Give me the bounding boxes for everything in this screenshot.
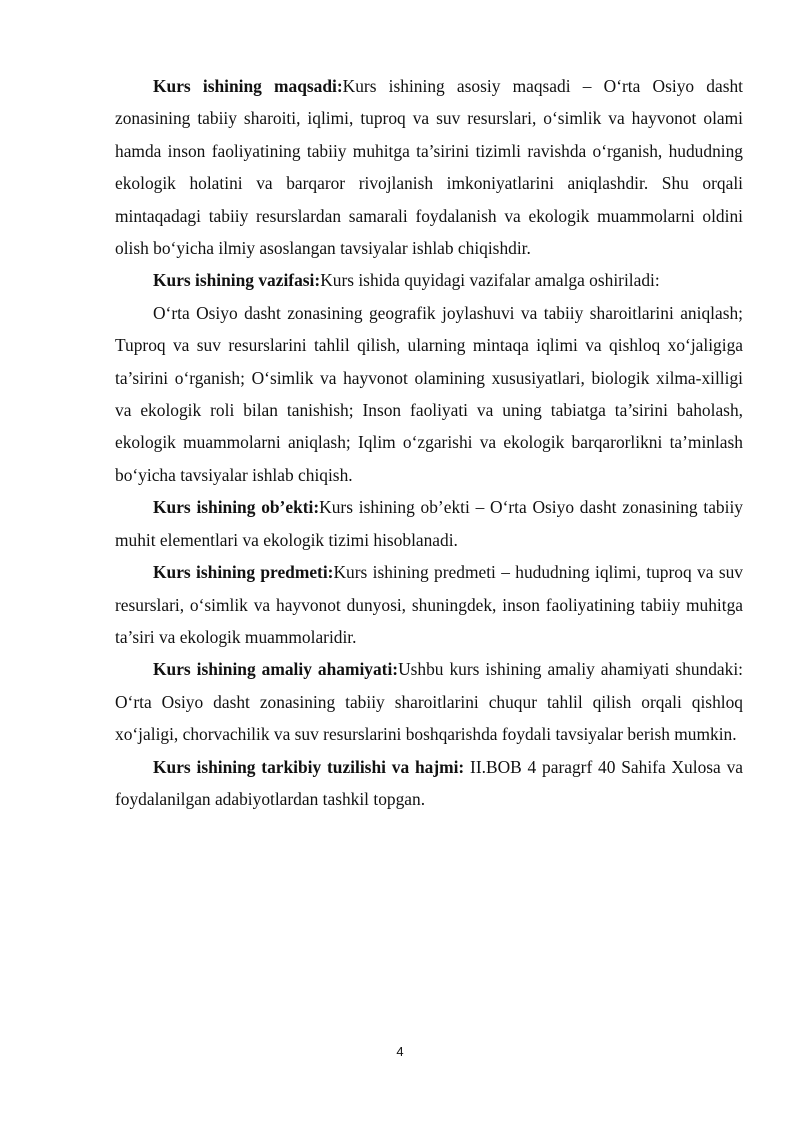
paragraph-text: Ushbu kurs ishining amaliy ahamiyati shundaki: O‘rta Osiyo dasht zonasining tabiiy sharoitlarini chuqur tahlil qilish orqali qishloq xo‘jaligi, chorvachilik va suv resurslarini boshqarishda foydali tavsiyalar berish mumkin. bbox=[115, 659, 743, 745]
paragraph-text: Kurs ishining ob’ekti – O‘rta Osiyo dasht zonasining tabiiy muhit elementlari va ekologik tizimi hisoblanadi. bbox=[115, 497, 743, 550]
paragraph-heading: Kurs ishining amaliy ahamiyati: bbox=[153, 659, 399, 680]
paragraph-subject bbox=[115, 556, 743, 653]
paragraph-practical-value bbox=[115, 653, 743, 750]
paragraph-heading: Kurs ishining predmeti: bbox=[153, 562, 334, 583]
paragraph-text: Kurs ishining predmeti – hududning iqlimi, tuproq va suv resurslari, o‘simlik va hayvonot dunyosi, shuningdek, inson faoliyatining tabiiy muhitga ta’siri va ekologik muammolaridir. bbox=[115, 562, 743, 647]
paragraph-text: Kurs ishining asosiy maqsadi – O‘rta Osiyo dasht zonasining tabiiy sharoiti, iqlimi, tuproq va suv resurslari, o‘simlik va hayvonot olami hamda inson faoliyatining tabiiy muhitga ta’sirini tizimli ravishda o‘rganish, hududning ekologik holatini va barqaror rivojlanish imkoniyatlarini aniqlashdir. Shu orqali mintaqadagi tabiiy resurslardan samarali foydalanish va ekologik muammolarni oldini olish bo‘yicha ilmiy asoslangan tavsiyalar ishlab chiqishdir. bbox=[115, 76, 743, 259]
paragraph-heading: Kurs ishining maqsadi: bbox=[153, 76, 343, 96]
paragraph-heading: Kurs ishining tarkibiy tuzilishi va hajmi: bbox=[153, 756, 465, 777]
paragraph-text: O‘rta Osiyo dasht zonasining geografik joylashuvi va tabiiy sharoitlarini aniqlash; Tuproq va suv resurslarini tahlil qilish, ularning mintaqa iqlimi va qishloq xo‘jaligiga ta’sirini o‘rganish; O‘simlik va hayvonot olamining xususiyatlari, biologik xilma-xilligi va ekologik roli bilan tanishish; Inson faoliyati va uning tabiatga ta’sirini baholash, ekologik muammolarni aniqlash; Iqlim o‘zgarishi va ekologik barqarorlikni ta’minlash bo‘yicha tavsiyalar ishlab chiqish. bbox=[115, 302, 743, 485]
paragraph-goal bbox=[115, 70, 743, 264]
paragraph-text: Kurs ishida quyidagi vazifalar amalga oshiriladi: bbox=[320, 270, 660, 291]
paragraph-heading: Kurs ishining ob’ekti: bbox=[153, 497, 320, 518]
paragraph-heading: Kurs ishining vazifasi: bbox=[153, 270, 321, 291]
paragraph-text: II.BOB 4 paragrf 40 Sahifa Xulosa va foydalanilgan adabiyotlardan tashkil topgan. bbox=[115, 756, 743, 809]
paragraph-tasks bbox=[115, 264, 743, 296]
paragraph-structure bbox=[115, 751, 743, 816]
document-page bbox=[115, 70, 743, 815]
page-number: 4 bbox=[396, 1044, 404, 1059]
paragraph-object bbox=[115, 491, 743, 556]
paragraph-task-list bbox=[115, 297, 743, 491]
